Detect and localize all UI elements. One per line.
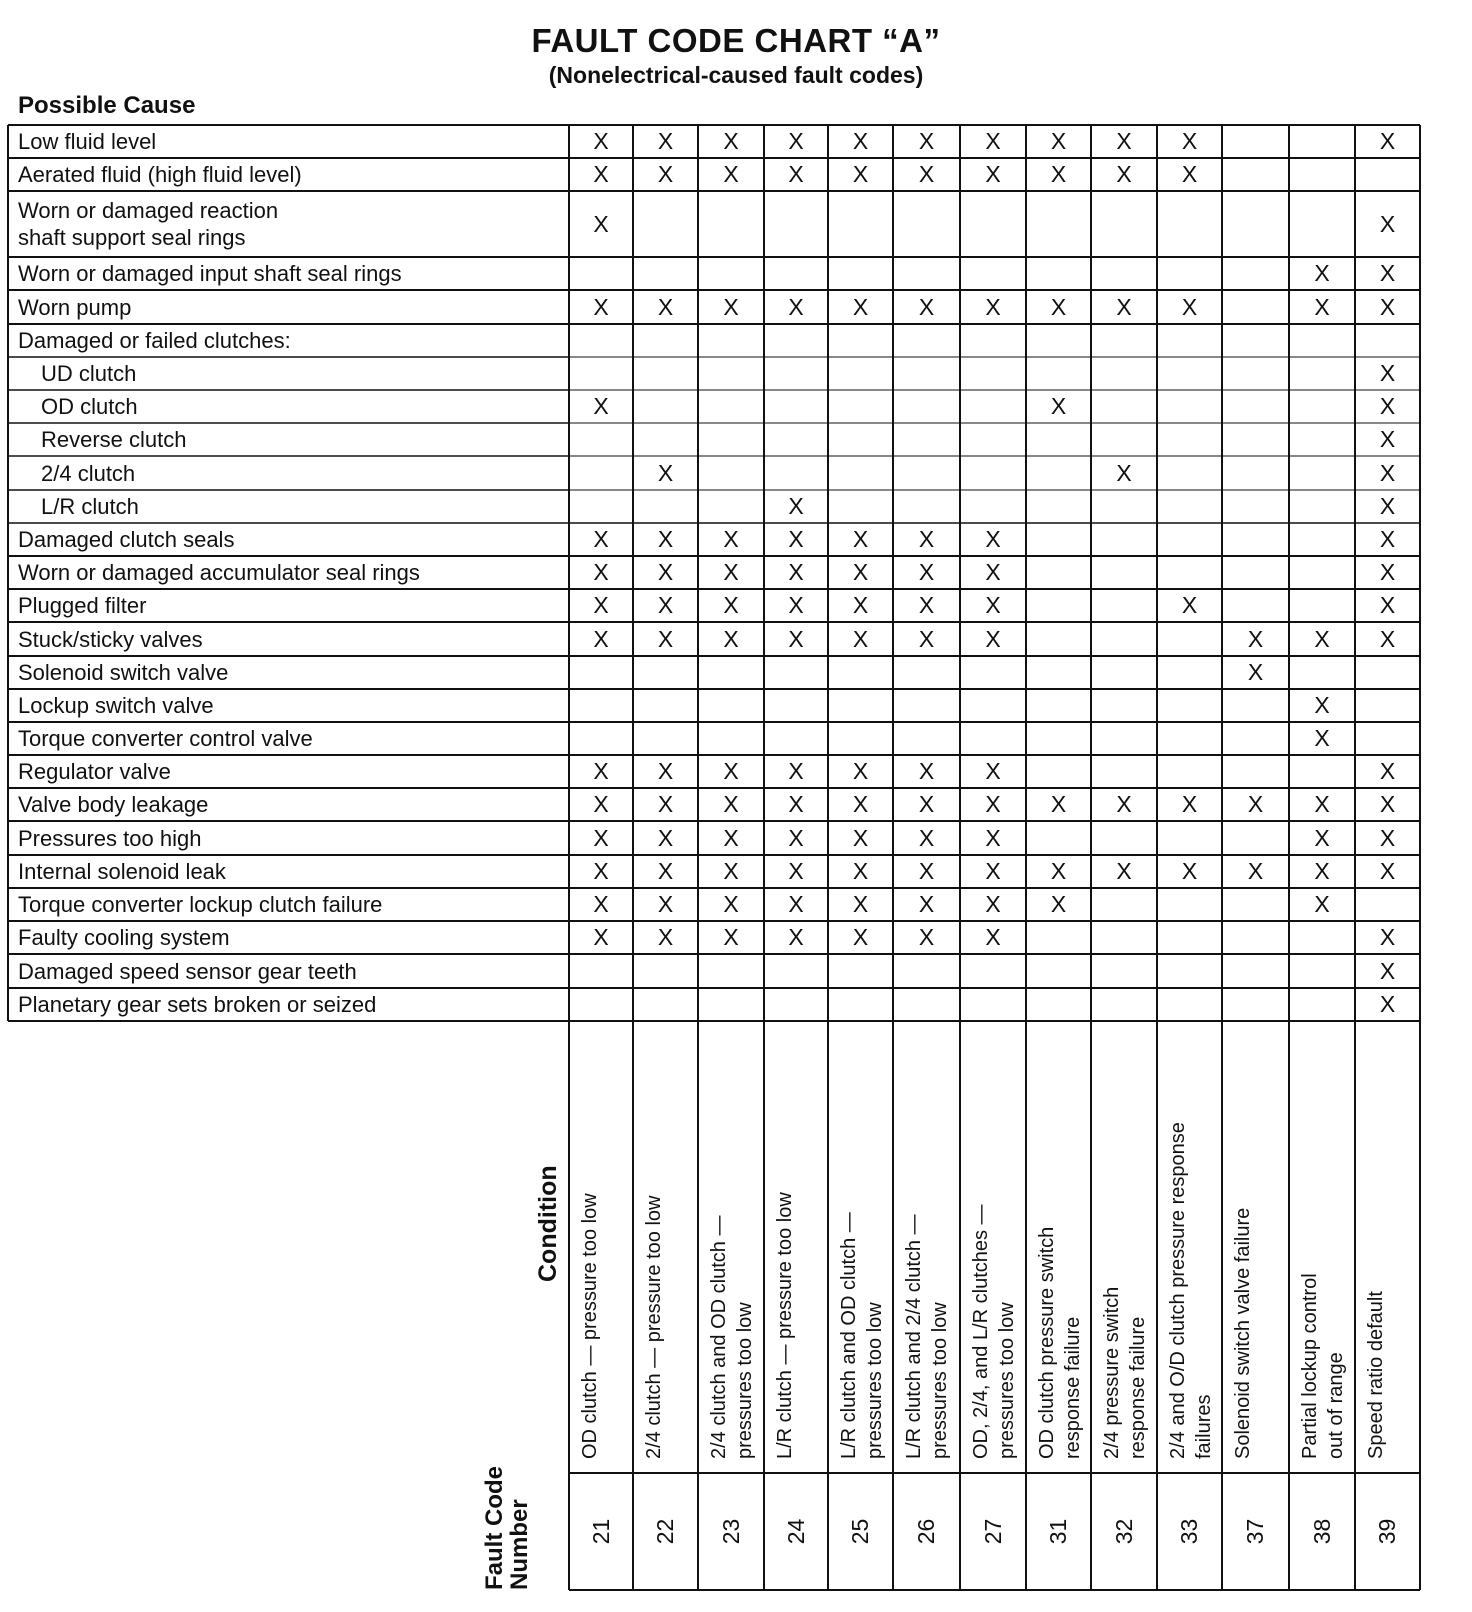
mark-x: X	[1379, 393, 1396, 419]
mark-x: X	[1379, 210, 1396, 237]
condition-text: Speed ratio default	[1365, 1291, 1387, 1459]
mark-x: X	[1181, 293, 1198, 320]
cause-label: Torque converter control valve	[18, 726, 313, 751]
fault-code-number: 39	[1374, 1518, 1400, 1545]
cause-label: Internal solenoid leak	[18, 859, 226, 884]
mark-x: X	[1116, 858, 1132, 884]
mark-x: X	[852, 592, 869, 618]
fault-code-number: 22	[652, 1518, 678, 1545]
mark-x: X	[723, 824, 739, 851]
mark-x: X	[1314, 891, 1330, 917]
mark-x: X	[852, 526, 869, 552]
mark-x: X	[723, 161, 739, 187]
condition-text: OD, 2/4, and L/R clutches — pressures too low	[970, 1204, 1018, 1459]
mark-x: X	[788, 891, 804, 917]
condition-text: OD clutch pressure switch response failure	[1036, 1226, 1084, 1459]
mark-x: X	[788, 758, 804, 784]
mark-x: X	[593, 891, 609, 917]
mark-x: X	[852, 625, 869, 652]
condition-label	[1034, 1037, 1089, 1459]
mark-x: X	[657, 459, 674, 486]
mark-x: X	[593, 824, 609, 851]
mark-x: X	[852, 824, 869, 851]
mark-x: X	[852, 791, 869, 817]
condition-label	[1099, 1037, 1155, 1459]
cause-label: Worn pump	[18, 294, 132, 320]
mark-x: X	[723, 858, 739, 884]
mark-x: X	[788, 791, 804, 817]
cause-label: Torque converter lockup clutch failure	[18, 892, 383, 917]
mark-x: X	[852, 924, 869, 950]
mark-x: X	[1379, 493, 1396, 519]
mark-x: X	[788, 625, 804, 652]
mark-x: X	[852, 891, 869, 917]
mark-x: X	[657, 858, 674, 884]
mark-x: X	[918, 161, 935, 187]
mark-x: X	[593, 791, 609, 817]
condition-text: 2/4 and O/D clutch pressure response failures	[1167, 1122, 1215, 1459]
cause-label: Planetary gear sets broken or seized	[18, 992, 377, 1017]
cause-label: Damaged or failed clutches:	[18, 328, 291, 353]
cause-label: Worn or damaged accumulator seal rings	[18, 560, 420, 585]
mark-x: X	[593, 293, 609, 320]
mark-x: X	[593, 625, 609, 652]
mark-x: X	[1314, 692, 1330, 718]
mark-x: X	[918, 758, 935, 784]
mark-x: X	[1379, 559, 1396, 585]
mark-x: X	[1247, 659, 1264, 685]
condition-text: 2/4 pressure switch response failure	[1101, 1286, 1149, 1459]
mark-x: X	[788, 128, 804, 154]
mark-x: X	[788, 592, 804, 618]
condition-label	[1165, 1037, 1220, 1459]
condition-text: L/R clutch and OD clutch — pressures too low	[838, 1212, 886, 1459]
mark-x: X	[985, 526, 1001, 552]
mark-x: X	[1050, 128, 1067, 154]
mark-x: X	[723, 758, 739, 784]
mark-x: X	[852, 128, 869, 154]
condition-text: Partial lockup control out of range	[1299, 1273, 1347, 1459]
mark-x: X	[788, 858, 804, 884]
mark-x: X	[985, 758, 1001, 784]
condition-text: Solenoid switch valve failure	[1232, 1207, 1254, 1459]
mark-x: X	[1181, 161, 1198, 187]
possible-cause-heading: Possible Cause	[18, 92, 196, 119]
mark-x: X	[1379, 758, 1396, 784]
fault-code-number: 38	[1308, 1518, 1335, 1545]
mark-x: X	[1050, 293, 1067, 320]
mark-x: X	[1314, 824, 1330, 851]
condition-label	[836, 1037, 891, 1459]
mark-x: X	[593, 924, 609, 950]
condition-heading: Condition	[534, 1165, 562, 1282]
mark-x: X	[723, 625, 739, 652]
condition-text: 2/4 clutch and OD clutch — pressures too low	[708, 1215, 756, 1459]
mark-x: X	[657, 559, 674, 585]
mark-x: X	[1050, 161, 1067, 187]
mark-x: X	[593, 592, 609, 618]
mark-x: X	[1181, 791, 1198, 817]
cause-label: Damaged clutch seals	[18, 527, 235, 552]
mark-x: X	[918, 891, 935, 917]
mark-x: X	[1379, 426, 1396, 452]
mark-x: X	[918, 128, 935, 154]
cause-label: Lockup switch valve	[18, 693, 214, 718]
mark-x: X	[593, 210, 609, 237]
mark-x: X	[1247, 625, 1264, 652]
mark-x: X	[657, 592, 674, 618]
mark-x: X	[1247, 791, 1264, 817]
mark-x: X	[1379, 991, 1396, 1017]
fault-code-number: 25	[847, 1518, 873, 1545]
mark-x: X	[788, 161, 804, 187]
cause-label: Reverse clutch	[41, 427, 187, 452]
mark-x: X	[985, 891, 1001, 917]
mark-x: X	[657, 758, 674, 784]
condition-label	[641, 1037, 696, 1459]
cause-label: Worn or damaged input shaft seal rings	[18, 261, 402, 286]
condition-label	[901, 1037, 958, 1459]
mark-x: X	[918, 824, 935, 851]
mark-x: X	[657, 924, 674, 950]
condition-label	[1363, 1037, 1418, 1459]
fault-code-number: 23	[717, 1518, 744, 1545]
mark-x: X	[918, 592, 935, 618]
mark-x: X	[852, 559, 869, 585]
mark-x: X	[657, 791, 674, 817]
mark-x: X	[593, 161, 609, 187]
mark-x: X	[1181, 858, 1198, 884]
mark-x: X	[1050, 858, 1067, 884]
condition-label	[706, 1037, 762, 1459]
mark-x: X	[1181, 128, 1198, 154]
condition-text: L/R clutch — pressure too low	[774, 1192, 796, 1459]
mark-x: X	[1379, 592, 1396, 618]
fault-code-heading: Fault Code Number	[481, 1466, 533, 1590]
mark-x: X	[985, 858, 1001, 884]
mark-x: X	[985, 161, 1001, 187]
mark-x: X	[1247, 858, 1264, 884]
mark-x: X	[985, 559, 1001, 585]
mark-x: X	[723, 592, 739, 618]
mark-x: X	[852, 858, 869, 884]
mark-x: X	[985, 924, 1001, 950]
mark-x: X	[657, 128, 674, 154]
mark-x: X	[985, 791, 1001, 817]
cause-label: Worn or damaged reaction shaft support seal rings	[18, 198, 279, 250]
chart-subtitle: (Nonelectrical-caused fault codes)	[548, 62, 924, 88]
mark-x: X	[657, 161, 674, 187]
mark-x: X	[1314, 791, 1330, 817]
mark-x: X	[723, 559, 739, 585]
cause-label: Regulator valve	[18, 759, 171, 784]
fault-code-number: 27	[979, 1518, 1006, 1545]
condition-label	[577, 1037, 631, 1459]
mark-x: X	[1379, 858, 1396, 884]
mark-x: X	[1379, 625, 1396, 652]
mark-x: X	[1379, 260, 1396, 286]
mark-x: X	[1116, 459, 1132, 486]
mark-x: X	[985, 625, 1001, 652]
mark-x: X	[918, 791, 935, 817]
mark-x: X	[852, 293, 869, 320]
mark-x: X	[788, 293, 804, 320]
cause-label: UD clutch	[41, 361, 137, 386]
mark-x: X	[918, 559, 935, 585]
mark-x: X	[788, 559, 804, 585]
cause-label: Solenoid switch valve	[18, 660, 229, 685]
mark-x: X	[1314, 725, 1330, 751]
cause-label: Plugged filter	[18, 593, 147, 618]
mark-x: X	[1050, 393, 1067, 419]
mark-x: X	[918, 625, 935, 652]
fault-code-number: 31	[1045, 1518, 1071, 1545]
cause-label: L/R clutch	[41, 494, 139, 519]
mark-x: X	[1181, 592, 1198, 618]
mark-x: X	[593, 526, 609, 552]
mark-x: X	[723, 128, 739, 154]
mark-x: X	[657, 625, 674, 652]
condition-text: OD clutch — pressure too low	[579, 1193, 601, 1459]
mark-x: X	[1379, 791, 1396, 817]
mark-x: X	[723, 891, 739, 917]
mark-x: X	[593, 128, 609, 154]
mark-x: X	[1116, 293, 1132, 320]
mark-x: X	[1314, 625, 1330, 652]
mark-x: X	[1379, 924, 1396, 950]
mark-x: X	[657, 293, 674, 320]
cause-label: Valve body leakage	[18, 792, 209, 817]
cause-label: Aerated fluid (high fluid level)	[18, 162, 302, 187]
mark-x: X	[657, 526, 674, 552]
mark-x: X	[1379, 824, 1396, 851]
mark-x: X	[1379, 459, 1396, 486]
mark-x: X	[593, 393, 609, 419]
condition-label	[1230, 1037, 1287, 1459]
chart-title: FAULT CODE CHART “A”	[531, 22, 941, 59]
fault-code-number: 26	[913, 1518, 939, 1545]
fault-code-number: 37	[1242, 1518, 1268, 1545]
condition-label	[968, 1037, 1024, 1459]
mark-x: X	[918, 293, 935, 320]
mark-x: X	[985, 824, 1001, 851]
mark-x: X	[1314, 260, 1330, 286]
fault-code-number: 21	[587, 1518, 614, 1545]
condition-label	[1297, 1037, 1353, 1459]
mark-x: X	[1379, 293, 1396, 320]
mark-x: X	[918, 924, 935, 950]
cause-label: Faulty cooling system	[18, 925, 230, 950]
mark-x: X	[593, 758, 609, 784]
mark-x: X	[985, 128, 1001, 154]
mark-x: X	[657, 824, 674, 851]
mark-x: X	[1379, 128, 1396, 154]
mark-x: X	[1379, 360, 1396, 386]
mark-x: X	[723, 924, 739, 950]
cause-label: Low fluid level	[18, 129, 157, 154]
mark-x: X	[852, 161, 869, 187]
mark-x: X	[985, 293, 1001, 320]
mark-x: X	[1314, 293, 1330, 320]
mark-x: X	[1116, 128, 1132, 154]
fault-code-number: 33	[1176, 1518, 1202, 1545]
cause-label: Damaged speed sensor gear teeth	[18, 958, 357, 984]
mark-x: X	[723, 293, 739, 320]
condition-label	[772, 1037, 826, 1459]
mark-x: X	[918, 858, 935, 884]
cause-label: Pressures too high	[18, 825, 202, 851]
fault-code-number: 32	[1110, 1518, 1137, 1545]
mark-x: X	[852, 758, 869, 784]
cause-label: 2/4 clutch	[41, 460, 136, 486]
mark-x: X	[1379, 526, 1396, 552]
mark-x: X	[1116, 791, 1132, 817]
cause-label: OD clutch	[41, 394, 138, 419]
mark-x: X	[1379, 957, 1396, 984]
mark-x: X	[593, 858, 609, 884]
fault-code-number: 24	[782, 1518, 809, 1545]
mark-x: X	[788, 924, 804, 950]
mark-x: X	[657, 891, 674, 917]
condition-text: 2/4 clutch — pressure too low	[643, 1195, 665, 1459]
mark-x: X	[1116, 161, 1132, 187]
mark-x: X	[918, 526, 935, 552]
mark-x: X	[723, 791, 739, 817]
mark-x: X	[788, 824, 804, 851]
cause-label: Stuck/sticky valves	[18, 626, 203, 652]
mark-x: X	[1050, 891, 1067, 917]
condition-text: L/R clutch and 2/4 clutch — pressures too low	[903, 1214, 951, 1459]
mark-x: X	[985, 592, 1001, 618]
mark-x: X	[1050, 791, 1067, 817]
mark-x: X	[723, 526, 739, 552]
mark-x: X	[593, 559, 609, 585]
mark-x: X	[788, 493, 804, 519]
mark-x: X	[1314, 858, 1330, 884]
mark-x: X	[788, 526, 804, 552]
